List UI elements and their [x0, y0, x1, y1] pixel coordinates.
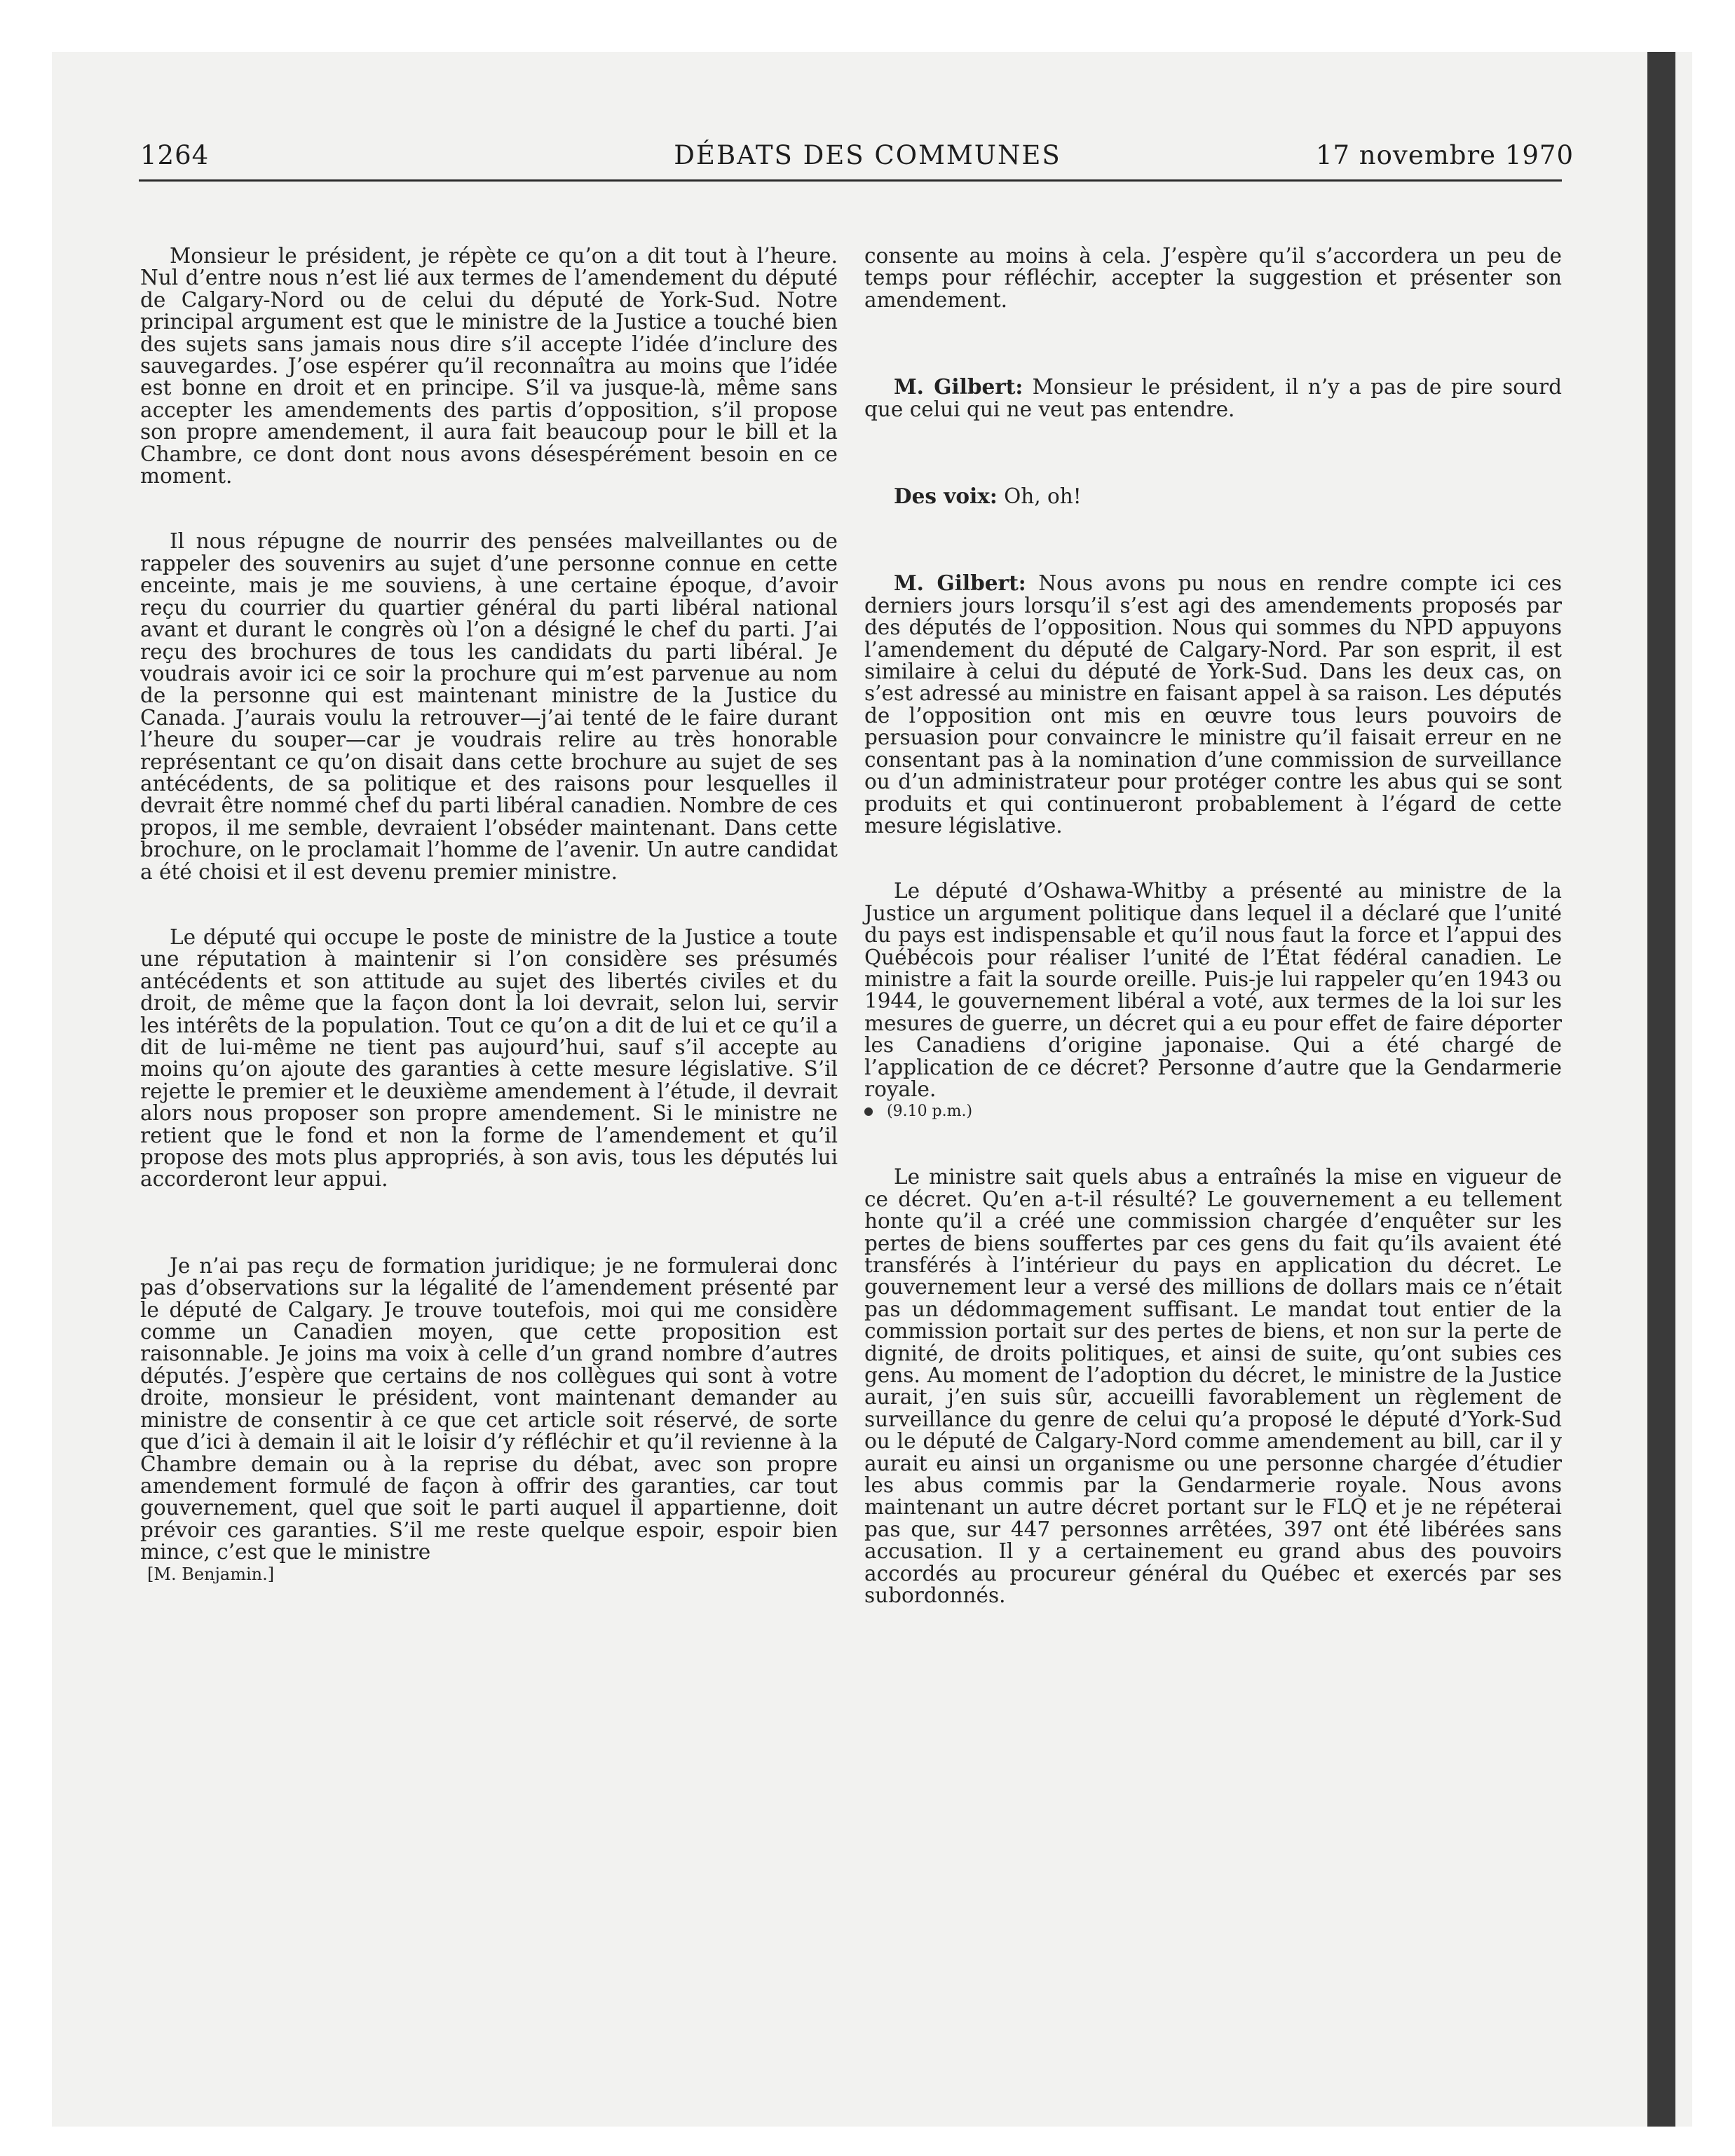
paragraph: Le député d’Oshawa-Whitby a présenté au ministre de la Justice un argument politique dans lequel il a déclaré que l’unité du pays est indispensable et qu’il nous faut la force et l’appui des Québécois pour réaliser l’unité de l’État fédéral canadien. Le ministre a fait la sourde oreille. Puis-je lui rappeler qu’en 1943 ou 1944, le gouvernement libéral a voté, aux termes de la loi sur les mesures de guerre, un décret qui a eu pour effet de faire déporter les Canadiens d’origine japonaise. Qui a été chargé de l’application de ce décret? Personne d’autre que la Gendarmerie royale. — [864, 879, 1562, 1101]
speaker-name: M. Gilbert: — [894, 571, 1026, 596]
speech-paragraph — [864, 572, 1562, 837]
paragraph: Le ministre sait quels abus a entraînés la mise en vigueur de ce décret. Qu’en a-t-il résulté? Le gouvernement a eu tellement honte qu’il a créé une commission chargée d’enquêter sur les pertes de biens souffertes par ces gens du fait qu’ils avaient été transférés à l’intérieur du pays en application du décret. Le gouvernement leur a versé des millions de dollars mais ce n’était pas un dédommagement suffisant. Le mandat tout entier de la commission portait sur des pertes de biens, et non sur la perte de dignité, de droits politiques, et ainsi de suite, qu’ont subies ces gens. Au moment de l’adoption du décret, le ministre de la Justice aurait, j’en suis sûr, accueilli favorablement un règlement de surveillance du genre de celui qu’a proposé le député d’York-Sud ou le député de Calgary-Nord comme amendement au bill, car il y aurait eu ainsi un organisme ou une personne chargée d’étudier les abus commis par la Gendarmerie royale. Nous avons maintenant un autre décret portant sur le FLQ et je ne répéterai pas que, sur 447 personnes arrêtées, 397 ont été libérées sans accusation. Il y a certainement eu grand abus des pouvoirs accordés au procureur général du Québec et exercés par ses subordonnés. — [864, 1165, 1562, 1608]
speech-text: Oh, oh! — [997, 484, 1082, 509]
right-column — [864, 245, 1562, 1607]
header-rule — [139, 179, 1562, 182]
speaker-name: Des voix: — [894, 484, 998, 509]
speech-text: Monsieur le président, il n’y a pas de pire sourd que celui qui ne veut pas entendre. — [864, 375, 1562, 421]
paragraph: Monsieur le président, je répète ce qu’on a dit tout à l’heure. Nul d’entre nous n’est lié aux termes de l’amendement du député de Calgary-Nord ou de celui du député de York-Sud. Notre principal argument est que le ministre de la Justice a touché bien des sujets sans jamais nous dire s’il accepte l’idée d’inclure des sauvegardes. J’ose espérer qu’il reconnaîtra au moins que l’idée est bonne en droit et en principe. S’il va jusque-là, même sans accepter les amendements des partis d’opposition, s’il propose son propre amendement, il aura fait beaucoup pour le bill et la Chambre, ce dont dont nous avons désespérément besoin en ce moment. — [140, 244, 838, 489]
bullet-icon — [864, 1107, 873, 1116]
time-stamp — [864, 1100, 1562, 1123]
page-number: 1264 — [140, 140, 210, 170]
running-title: DÉBATS DES COMMUNES — [674, 140, 1061, 170]
binding-edge — [1647, 52, 1675, 2127]
speaker-name: M. Gilbert: — [894, 374, 1023, 400]
paragraph: Je n’ai pas reçu de formation juridique; je ne formulerai donc pas d’observations sur la légalité de l’amendement présenté par le député de Calgary. Je trouve toutefois, moi qui me considère comme un Canadien moyen, que cette proposition est raisonnable. Je joins ma voix à celle d’un grand nombre d’autres députés. J’espère que certains de nos collègues qui sont à votre droite, monsieur le président, vont maintenant demander au ministre de consentir à ce que cet article soit réservé, de sorte que d’ici à demain il ait le loisir d’y réfléchir et qu’il revienne à la Chambre demain ou à la reprise du débat, avec son propre amendement formulé de façon à offrir des garanties, car tout gouvernement, quel que soit le parti auquel il appartienne, doit prévoir ces garanties. S’il me reste quelque espoir, espoir bien mince, c’est que le ministre — [140, 1253, 838, 1564]
speech-paragraph — [864, 376, 1562, 421]
running-date: 17 novembre 1970 — [1315, 140, 1574, 170]
paragraph: consente au moins à cela. J’espère qu’il s’accordera un peu de temps pour réfléchir, accepter la suggestion et présenter son amendement. — [864, 244, 1562, 312]
speech-paragraph — [864, 485, 1562, 507]
time-stamp-text: (9.10 p.m.) — [887, 1103, 973, 1121]
left-column — [140, 245, 838, 1585]
speech-text: Nous avons pu nous en rendre compte ici ces derniers jours lorsqu’il s’est agi des amendements proposés par des députés de l’opposition. Nous qui sommes du NPD appuyons l’amendement du député de Calgary-Nord. Par son esprit, il est similaire à celui du député de York-Sud. Dans les deux cas, on s’est adressé au ministre en faisant appel à sa raison. Les députés de l’opposition ont mis en œuvre tous leurs pouvoirs de persuasion pour convaincre le ministre qu’il faisait erreur en ne consentant pas à la nomination d’une commission de surveillance ou d’un administrateur pour protéger contre les abus qui se sont produits et qui continueront probablement à l’égard de cette mesure législative. — [864, 571, 1562, 838]
paragraph: Il nous répugne de nourrir des pensées malveillantes ou de rappeler des souvenirs au sujet d’une personne connue en cette enceinte, mais je me souviens, à une certaine époque, d’avoir reçu du courrier du quartier général du parti libéral national avant et durant le congrès où l’on a désigné le chef du parti. J’ai reçu des brochures de tous les candidats du parti libéral. Je voudrais avoir ici ce soir la prochure qui m’est parvenue au nom de la personne qui est maintenant ministre de la Justice du Canada. J’aurais voulu la retrouver—j’ai tenté de le faire durant l’heure du souper—car je voudrais relire au très honorable représentant ce qu’on disait dans cette brochure au sujet de ses antécédents, de sa politique et des raisons pour lesquelles il devrait être nommé chef du parti libéral canadien. Nombre de ces propos, il me semble, devraient l’obséder maintenant. Dans cette brochure, on le proclamait l’homme de l’avenir. Un autre candidat a été choisi et il est devenu premier ministre. — [140, 529, 838, 884]
speaker-attribution: [M. Benjamin.] — [147, 1564, 275, 1584]
paragraph: Le député qui occupe le poste de ministre de la Justice a toute une réputation à maintenir si l’on considère ses présumés antécédents et son attitude au sujet des libertés civiles et du droit, de même que la façon dont la loi devrait, selon lui, servir les intérêts de la population. Tout ce qu’on a dit de lui et ce qu’il a dit de lui-même ne tient pas aujourd’hui, sauf s’il accepte au moins qu’on ajoute des garanties à cette mesure législative. S’il rejette le premier et le deuxième amendement à l’étude, il devrait alors nous proposer son propre amendement. Si le ministre ne retient que le fond et non la forme de l’amendement et qu’il propose des mots plus appropriés, à son avis, tous les députés lui accorderont leur appui. — [140, 925, 838, 1192]
